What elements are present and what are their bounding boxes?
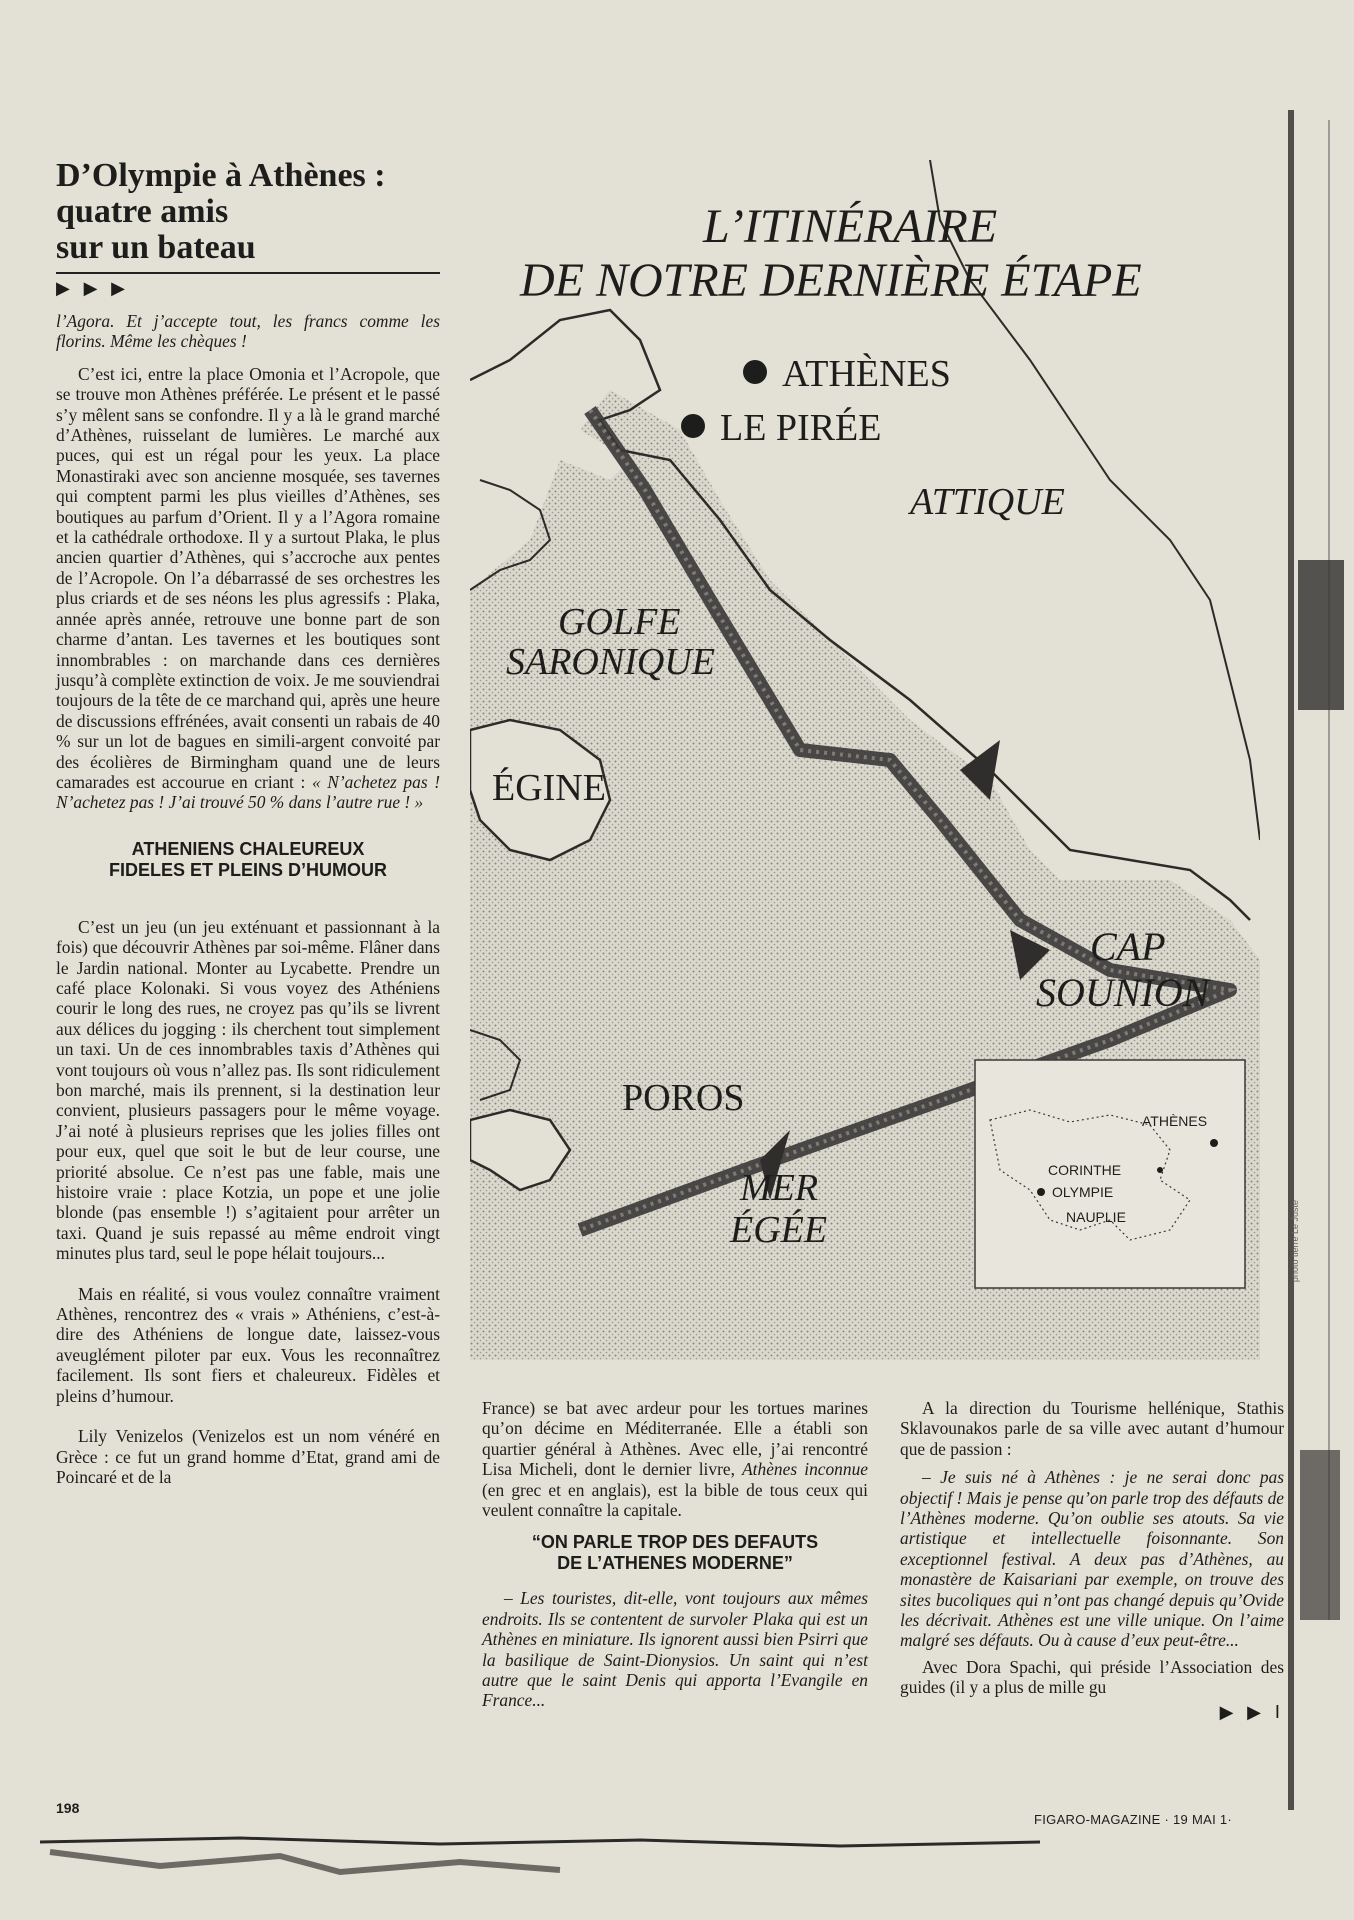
inset-corinthe-dot	[1157, 1167, 1163, 1173]
headline-rule	[56, 272, 440, 274]
inset-olympie-dot	[1037, 1188, 1045, 1196]
map-title-line: L’ITINÉRAIRE	[703, 200, 998, 253]
section-heading-line: DE L’ATHENES MODERNE”	[557, 1553, 793, 1574]
book-title: Athènes inconnue	[742, 1459, 868, 1480]
article-column-1	[56, 158, 440, 1487]
paragraph: A la direction du Tourisme hellénique, Stathis Sklavounakos parle de sa ville avec autant d’humour que de passion :	[900, 1398, 1284, 1459]
inset-label-athenes: ATHÈNES	[1142, 1113, 1208, 1129]
label-golfe: SARONIQUE	[506, 641, 715, 683]
inset-label-corinthe: CORINTHE	[1048, 1162, 1122, 1178]
paragraph: – Je suis né à Athènes : je ne serai donc pas objectif ! Mais je pense qu’on parle trop des défauts de l’Athènes moderne. Qu’on oublie ses atouts. Sa vie artistique et intellectuelle foisonnante. Son exceptionnel festival. A deux pas d’Athènes, au monastère de Kaisariani par exemple, on trouve des sites bucoliques qui n’ont pas changé depuis qu’Ovide les décrivait. Athènes est une ville unique. On l’aime malgré ses défauts. Ou à cause d’eux peut-être...	[900, 1467, 1284, 1651]
itinerary-map	[470, 160, 1260, 1360]
label-mer: MER	[740, 1167, 819, 1209]
article-column-3	[900, 1398, 1284, 1723]
scan-edge-blot	[1300, 1450, 1340, 1620]
paragraph-text: France) se bat avec ardeur pour les tortues marines qu’on décime en Méditerranée. Elle a établi son quartier général à Athènes. Avec elle, j’ai rencontré Lisa Micheli, dont le dernier livre,	[482, 1398, 868, 1480]
section-heading	[482, 1532, 868, 1574]
inset-label-nauplie: NAUPLIE	[1066, 1209, 1126, 1225]
paragraph: Lily Venizelos (Venizelos est un nom vénéré en Grèce : ce fut un grand homme d’Etat, grand ami de Poincaré et de la	[56, 1426, 440, 1487]
magazine-footer: FIGARO-MAGAZINE · 19 MAI 1·	[1034, 1812, 1233, 1827]
paragraph-text: C’est ici, entre la place Omonia et l’Acropole, que se trouve mon Athènes préférée. Le présent et le passé s’y mêlent sans se confondre. Il y a là le grand marché d’Athènes, ruisselant de lumières. Le marché aux puces, qui est un régal pour les yeux. La place Monastiraki avec son ancienne mosquée, ses tavernes qui comptent parmi les plus vieilles d’Athènes, ses boutiques au parfum d’Orient. Il y a l’Agora romaine et la cathédrale orthodoxe. Il y a surtout Plaka, le plus ancien quartier d’Athènes, qui s’accroche aux pentes de l’Acropole. On l’a débarrassé de ses orchestres les plus criards et de ses néons les plus agressifs : Plaka, année après année, retrouve une bonne part de son charme d’antan. Les tavernes et les boutiques sont innombrables : on marchande dans ces dernières jusqu’à complète extinction de voix. Je me souviendrai toujours de la tête de ce marchand qui, après une heure de discussions effrénées, avait consenti un rabais de 40 % sur un lot de bagues en simili-argent convoité par des écolières de Birmingham quand une de leurs camarades est accourue en criant :	[56, 363, 440, 792]
continued-marker: ▶ ▶ I	[1219, 1701, 1284, 1723]
paragraph: C’est un jeu (un jeu exténuant et passionnant à la fois) que découvrir Athènes par soi-même. Flâner dans le Jardin national. Monter au Lycabette. Prendre un café place Kolonaki. Si vous voyez des Athéniens courir le long des rues, ne croyez pas qu’ils se livrent aux délices du jogging : ils cherchent tout simplement un taxi. Un de ces innombrables taxis d’Athènes qui vont toujours où vous n’allez pas. Ils sont ridiculement bon marché, mais ils prennent, si la destination leur convient, plusieurs passagers pour le même voyage. J’ai noté à plusieurs reprises que les jolies filles ont pour eux, quel que soit le but de leur course, une priorité absolue. Ce n’est pas une fable, mais une histoire vraie : place Kotzia, un pope et une jolie blonde (pas ensemble !) s’agitaient pour arrêter un taxi. Quand je suis repassé au même endroit vingt minutes plus tard, seul le pope hélait toujours...	[56, 916, 440, 1264]
paragraph: – Les touristes, dit-elle, vont toujours aux mêmes endroits. Ils se contentent de survoler Plaka qui est un Athènes en miniature. Ils ignorent aussi bien Psirri que la basilique de Saint-Dionysios. Un saint qui n’est autre que le saint Denis qui apporta l’Evangile en France...	[482, 1588, 868, 1711]
piree-dot	[681, 414, 705, 438]
map-title-line: DE NOTRE DERNIÈRE ÉTAPE	[520, 254, 1142, 307]
label-athenes: ATHÈNES	[782, 353, 951, 395]
label-piree: LE PIRÉE	[720, 407, 882, 449]
paragraph: Mais en réalité, si vous voulez connaître vraiment Athènes, rencontrez des « vrais » Athéniens, c’est-à-dire des Athéniens de longue date, laissez-vous aveuglément piloter par eux. Vous les reconnaîtrez facilement. Ils sont fiers et chaleureux. Fidèles et pleins d’humour.	[56, 1283, 440, 1406]
scan-edge-shadow	[1288, 110, 1294, 1810]
label-poros: POROS	[622, 1077, 745, 1119]
scan-bottom-smudge	[40, 1832, 1040, 1880]
continued-marker: ▶ ▶ ▶	[56, 278, 129, 299]
label-egee: ÉGÉE	[730, 1209, 828, 1251]
section-heading-line: “ON PARLE TROP DES DEFAUTS	[531, 1532, 819, 1553]
quote-text: « N’achetez pas ! N’achetez pas ! J’ai trouvé 50 % dans l’autre rue ! »	[56, 771, 440, 813]
label-egine: ÉGINE	[492, 767, 606, 809]
athenes-dot	[743, 360, 767, 384]
photo-credit: photo tierre Le Juste	[1290, 1200, 1300, 1283]
paragraph: Avec Dora Spachi, qui préside l’Association des guides (il y a plus de mille gu	[900, 1656, 1284, 1698]
headline-line: quatre amis	[56, 193, 229, 230]
intro-text: l’Agora. Et j’accepte tout, les francs comme les florins. Même les chèques !	[56, 311, 440, 352]
label-golfe: GOLFE	[558, 601, 681, 643]
label-attique: ATTIQUE	[910, 481, 1065, 523]
label-cap: CAP	[1090, 924, 1166, 969]
scan-edge-blot	[1298, 560, 1344, 710]
paragraph-text: (en grec et en anglais), est la bible de tous ceux qui veulent connaître la capitale.	[482, 1479, 868, 1521]
page-number: 198	[56, 1800, 80, 1816]
inset-label-olympie: OLYMPIE	[1052, 1184, 1114, 1200]
section-heading-line: ATHENIENS CHALEUREUX	[131, 838, 365, 859]
section-heading	[56, 839, 440, 881]
paragraph	[56, 364, 440, 813]
article-column-2	[482, 1398, 868, 1711]
headline-line: sur un bateau	[56, 229, 256, 266]
section-heading-line: FIDELES ET PLEINS D’HUMOUR	[108, 859, 387, 880]
scan-edge-line	[1328, 120, 1330, 1620]
article-headline	[56, 158, 440, 266]
inset-athenes-dot	[1210, 1139, 1218, 1147]
label-sounion: SOUNION	[1036, 970, 1210, 1015]
paragraph	[482, 1398, 868, 1520]
headline-line: D’Olympie à Athènes :	[56, 157, 386, 194]
